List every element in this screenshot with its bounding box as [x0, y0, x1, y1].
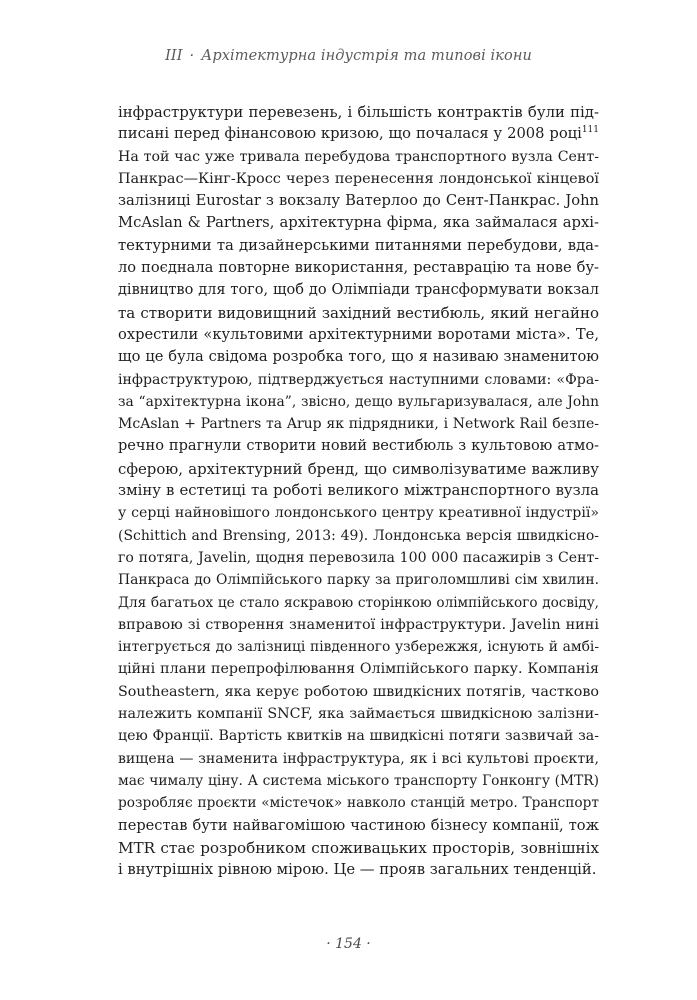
text-line: речно прагнули створити новий вестибюль з культовою атмо- — [118, 438, 599, 455]
text-line: Панкраса до Олімпійського парку за приголомшливі сім хвилин. — [118, 572, 599, 589]
text-line: і внутрішніх рівною мірою. Це — прояв загальних тенденцій. — [118, 861, 597, 879]
text-line: у серці найновішого лондонського центру креативної індустрії» — [118, 505, 599, 522]
text-line: На той час уже тривала перебудова транспортного вузла Сент- — [118, 148, 599, 165]
text-line: та створити видовищний західний вестибюль, який негайно — [118, 303, 599, 322]
text-line: цею Франції. Вартість квитків на швидкісні потяги зазвичай за- — [118, 728, 599, 745]
text-line: розробляє проєкти «містечок» навколо станцій метро. Транспорт — [118, 795, 599, 812]
text-line: Панкрас—Кінг-Кросс через перенесення лондонської кінцевої — [118, 170, 599, 187]
footnote-reference: 111 — [581, 125, 599, 136]
text-line: інтегрується до залізниці південного узбережжя, існують й амбі- — [118, 639, 599, 656]
text-line: (Schittich and Brensing, 2013: 49). Лондонська версія швидкісно- — [118, 527, 599, 544]
text-line: за “архітектурна ікона”, звісно, дещо вульгаризувалася, але John — [118, 393, 599, 410]
running-head-part: III — [165, 48, 183, 64]
text-line-content: писані перед фінансовою кризою, що почалася у 2008 році — [118, 125, 582, 143]
page-number: · 154 · — [326, 936, 371, 952]
text-line: ційні плани перепрофілювання Олімпійського парку. Компанія — [118, 661, 599, 678]
body-text — [118, 101, 599, 881]
text-line: сферою, архітектурний бренд, що символізуватиме важливу — [118, 459, 599, 478]
text-line: охрестили «культовими архітектурними воротами міста». Те, — [118, 325, 599, 343]
text-line: McAslan + Partners та Arup як підрядники, і Network Rail безпе- — [118, 416, 599, 433]
text-line: інфраструктурою, підтверджується наступними словами: «Фра- — [118, 371, 599, 388]
running-head-title: Архітектурна індустрія та типові ікони — [201, 48, 532, 64]
text-line: перестав бути найвагомішою частиною бізнесу компанії, тож — [118, 816, 599, 834]
text-line: належить компанії SNCF, яка займається швидкісною залізни- — [118, 706, 599, 723]
text-line — [118, 123, 599, 145]
text-line: вищена — знаменита інфраструктура, як і всі культові проєкти, — [118, 750, 599, 767]
running-head — [0, 48, 697, 64]
text-line: вправою зі створення знаменитої інфраструктури. Javelin нині — [118, 616, 599, 633]
text-line: Для багатьох це стало яскравою сторінкою олімпійського досвіду, — [118, 594, 599, 611]
text-line: інфраструктури перевезень, і більшість контрактів були під- — [118, 103, 599, 121]
text-line: McAslan & Partners, архітектурна фірма, яка займалася архі- — [118, 214, 599, 232]
text-line: ло поєднала повторне використання, реставрацію та нове бу- — [118, 259, 599, 277]
text-line: го потяга, Javelin, щодня перевозила 100 000 пасажирів з Сент- — [118, 549, 599, 566]
text-line: Southeastern, яка керує роботою швидкісних потягів, частково — [118, 683, 599, 700]
text-line: що це була свідома розробка того, що я називаю знаменитою — [118, 348, 599, 366]
text-line: залізниці Eurostar з вокзалу Ватерлоо до Сент-Панкрас. John — [118, 192, 599, 210]
running-head-separator: · — [189, 48, 195, 64]
text-line: зміну в естетиці та роботі великого міжтранспортного вузла — [118, 482, 599, 500]
text-line: має чималу ціну. А система міського транспорту Гонконгу (MTR) — [118, 772, 599, 789]
text-line: тектурними та дизайнерськими питаннями перебудови, вда- — [118, 236, 599, 254]
text-line: дівництво для того, щоб до Олімпіади трансформувати вокзал — [118, 282, 599, 299]
text-line: MTR стає розробником споживацьких просторів, зовнішніх — [118, 838, 599, 857]
